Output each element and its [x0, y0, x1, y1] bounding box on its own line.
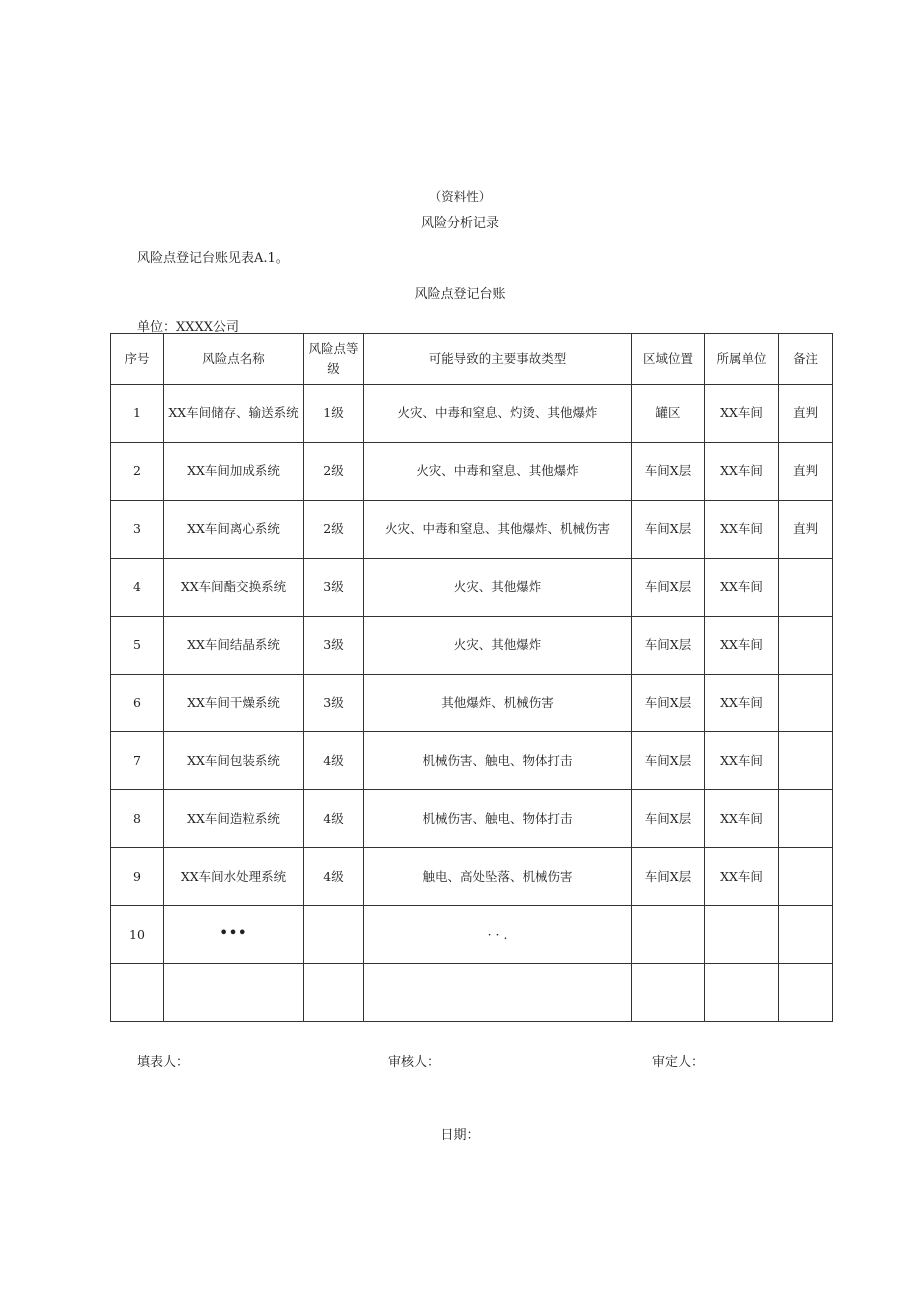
col-remarks-cell: [779, 964, 833, 1022]
col-risk-name-cell: XX车间离心系统: [164, 500, 304, 558]
col-location-cell: 车间X层: [632, 500, 705, 558]
col-unit-cell: [705, 906, 779, 964]
approver-label: 审定人：: [652, 1055, 705, 1070]
document-title: 风险分析记录: [420, 216, 499, 231]
col-unit-cell: XX车间: [705, 500, 779, 558]
col-risk-name-cell: XX车间酯交换系统: [164, 558, 304, 616]
col-location-cell: 罐区: [632, 385, 705, 443]
col-location-cell: [632, 964, 705, 1022]
col-remarks-cell: 直判: [779, 500, 833, 558]
col-unit-cell: XX车间: [705, 442, 779, 500]
table-row: [111, 964, 833, 1022]
col-risk-level-header: 风险点等级: [304, 334, 364, 385]
col-remarks-cell: 直判: [779, 385, 833, 443]
unit-label: 单位：XXXX公司: [137, 320, 240, 335]
col-risk-level-cell: 1级: [304, 385, 364, 443]
col-risk-level-cell: 3级: [304, 616, 364, 674]
col-risk-name-cell: XX车间造粒系统: [164, 790, 304, 848]
col-accident-types-cell: 火灾、中毒和窒息、灼烫、其他爆炸: [364, 385, 632, 443]
col-remarks-cell: [779, 906, 833, 964]
col-accident-types-cell: 其他爆炸、机械伤害: [364, 674, 632, 732]
col-remarks-cell: [779, 732, 833, 790]
col-unit-cell: XX车间: [705, 385, 779, 443]
col-remarks-header: 备注: [779, 334, 833, 385]
col-risk-level-cell: 4级: [304, 848, 364, 906]
table-row: [111, 790, 833, 848]
col-risk-level-cell: 4级: [304, 732, 364, 790]
col-accident-types-cell: 火灾、中毒和窒息、其他爆炸: [364, 442, 632, 500]
col-location-cell: [632, 906, 705, 964]
col-index-cell: 1: [111, 385, 164, 443]
col-remarks-cell: [779, 616, 833, 674]
col-location-cell: 车间X层: [632, 790, 705, 848]
col-index-cell: 9: [111, 848, 164, 906]
col-accident-types-cell: 触电、高处坠落、机械伤害: [364, 848, 632, 906]
col-remarks-cell: [779, 790, 833, 848]
col-index-cell: 8: [111, 790, 164, 848]
col-index-cell: 10: [111, 906, 164, 964]
table-row: [111, 616, 833, 674]
table-row: [111, 732, 833, 790]
col-risk-level-cell: 3级: [304, 558, 364, 616]
col-location-cell: 车间X层: [632, 674, 705, 732]
col-risk-level-cell: 4级: [304, 790, 364, 848]
risk-register-table: [110, 333, 832, 1022]
col-risk-level-cell: 2级: [304, 442, 364, 500]
col-index-cell: 4: [111, 558, 164, 616]
col-index-cell: 7: [111, 732, 164, 790]
col-accident-types-header: 可能导致的主要事故类型: [364, 334, 632, 385]
col-unit-cell: [705, 964, 779, 1022]
col-risk-level-cell: [304, 964, 364, 1022]
col-risk-name-cell: XX车间干燥系统: [164, 674, 304, 732]
col-accident-types-cell: 火灾、其他爆炸: [364, 616, 632, 674]
col-accident-types-cell: 火灾、其他爆炸: [364, 558, 632, 616]
table-row: [111, 674, 833, 732]
col-accident-types-cell: 火灾、中毒和窒息、其他爆炸、机械伤害: [364, 500, 632, 558]
col-location-header: 区域位置: [632, 334, 705, 385]
col-risk-name-header: 风险点名称: [164, 334, 304, 385]
col-unit-header: 所属单位: [705, 334, 779, 385]
col-unit-cell: XX车间: [705, 616, 779, 674]
filler-label: 填表人：: [137, 1055, 190, 1070]
table-header-row: [111, 334, 833, 385]
document-note: （资料性）: [428, 189, 492, 204]
col-index-cell: 5: [111, 616, 164, 674]
col-location-cell: 车间X层: [632, 848, 705, 906]
col-accident-types-cell: [364, 964, 632, 1022]
col-unit-cell: XX车间: [705, 790, 779, 848]
col-location-cell: 车间X层: [632, 558, 705, 616]
col-remarks-cell: [779, 558, 833, 616]
col-unit-cell: XX车间: [705, 558, 779, 616]
col-risk-level-cell: 2级: [304, 500, 364, 558]
col-location-cell: 车间X层: [632, 732, 705, 790]
col-index-cell: [111, 964, 164, 1022]
col-risk-name-cell: [164, 964, 304, 1022]
col-remarks-cell: [779, 674, 833, 732]
col-index-cell: 6: [111, 674, 164, 732]
col-index-cell: 2: [111, 442, 164, 500]
col-accident-types-cell: 机械伤害、触电、物体打击: [364, 732, 632, 790]
col-index-header: 序号: [111, 334, 164, 385]
col-risk-level-cell: [304, 906, 364, 964]
col-accident-types-cell: 机械伤害、触电、物体打击: [364, 790, 632, 848]
table-row: [111, 385, 833, 443]
intro-text: 风险点登记台账见表A.1。: [137, 251, 289, 266]
col-location-cell: 车间X层: [632, 616, 705, 674]
col-remarks-cell: 直判: [779, 442, 833, 500]
table-row: [111, 906, 833, 964]
date-label: 日期：: [440, 1128, 480, 1143]
col-risk-name-cell: XX车间储存、输送系统: [164, 385, 304, 443]
col-risk-name-cell: XX车间水处理系统: [164, 848, 304, 906]
col-index-cell: 3: [111, 500, 164, 558]
table-title: 风险点登记台账: [414, 287, 506, 302]
table-row: [111, 500, 833, 558]
table-row: [111, 558, 833, 616]
col-risk-level-cell: 3级: [304, 674, 364, 732]
col-unit-cell: XX车间: [705, 674, 779, 732]
col-unit-cell: XX车间: [705, 848, 779, 906]
col-remarks-cell: [779, 848, 833, 906]
col-unit-cell: XX车间: [705, 732, 779, 790]
col-risk-name-cell: •••: [164, 906, 304, 964]
col-risk-name-cell: XX车间加成系统: [164, 442, 304, 500]
table-row: [111, 442, 833, 500]
col-accident-types-cell: · · .: [364, 906, 632, 964]
table-row: [111, 848, 833, 906]
col-risk-name-cell: XX车间结晶系统: [164, 616, 304, 674]
reviewer-label: 审核人：: [388, 1055, 441, 1070]
col-location-cell: 车间X层: [632, 442, 705, 500]
col-risk-name-cell: XX车间包装系统: [164, 732, 304, 790]
